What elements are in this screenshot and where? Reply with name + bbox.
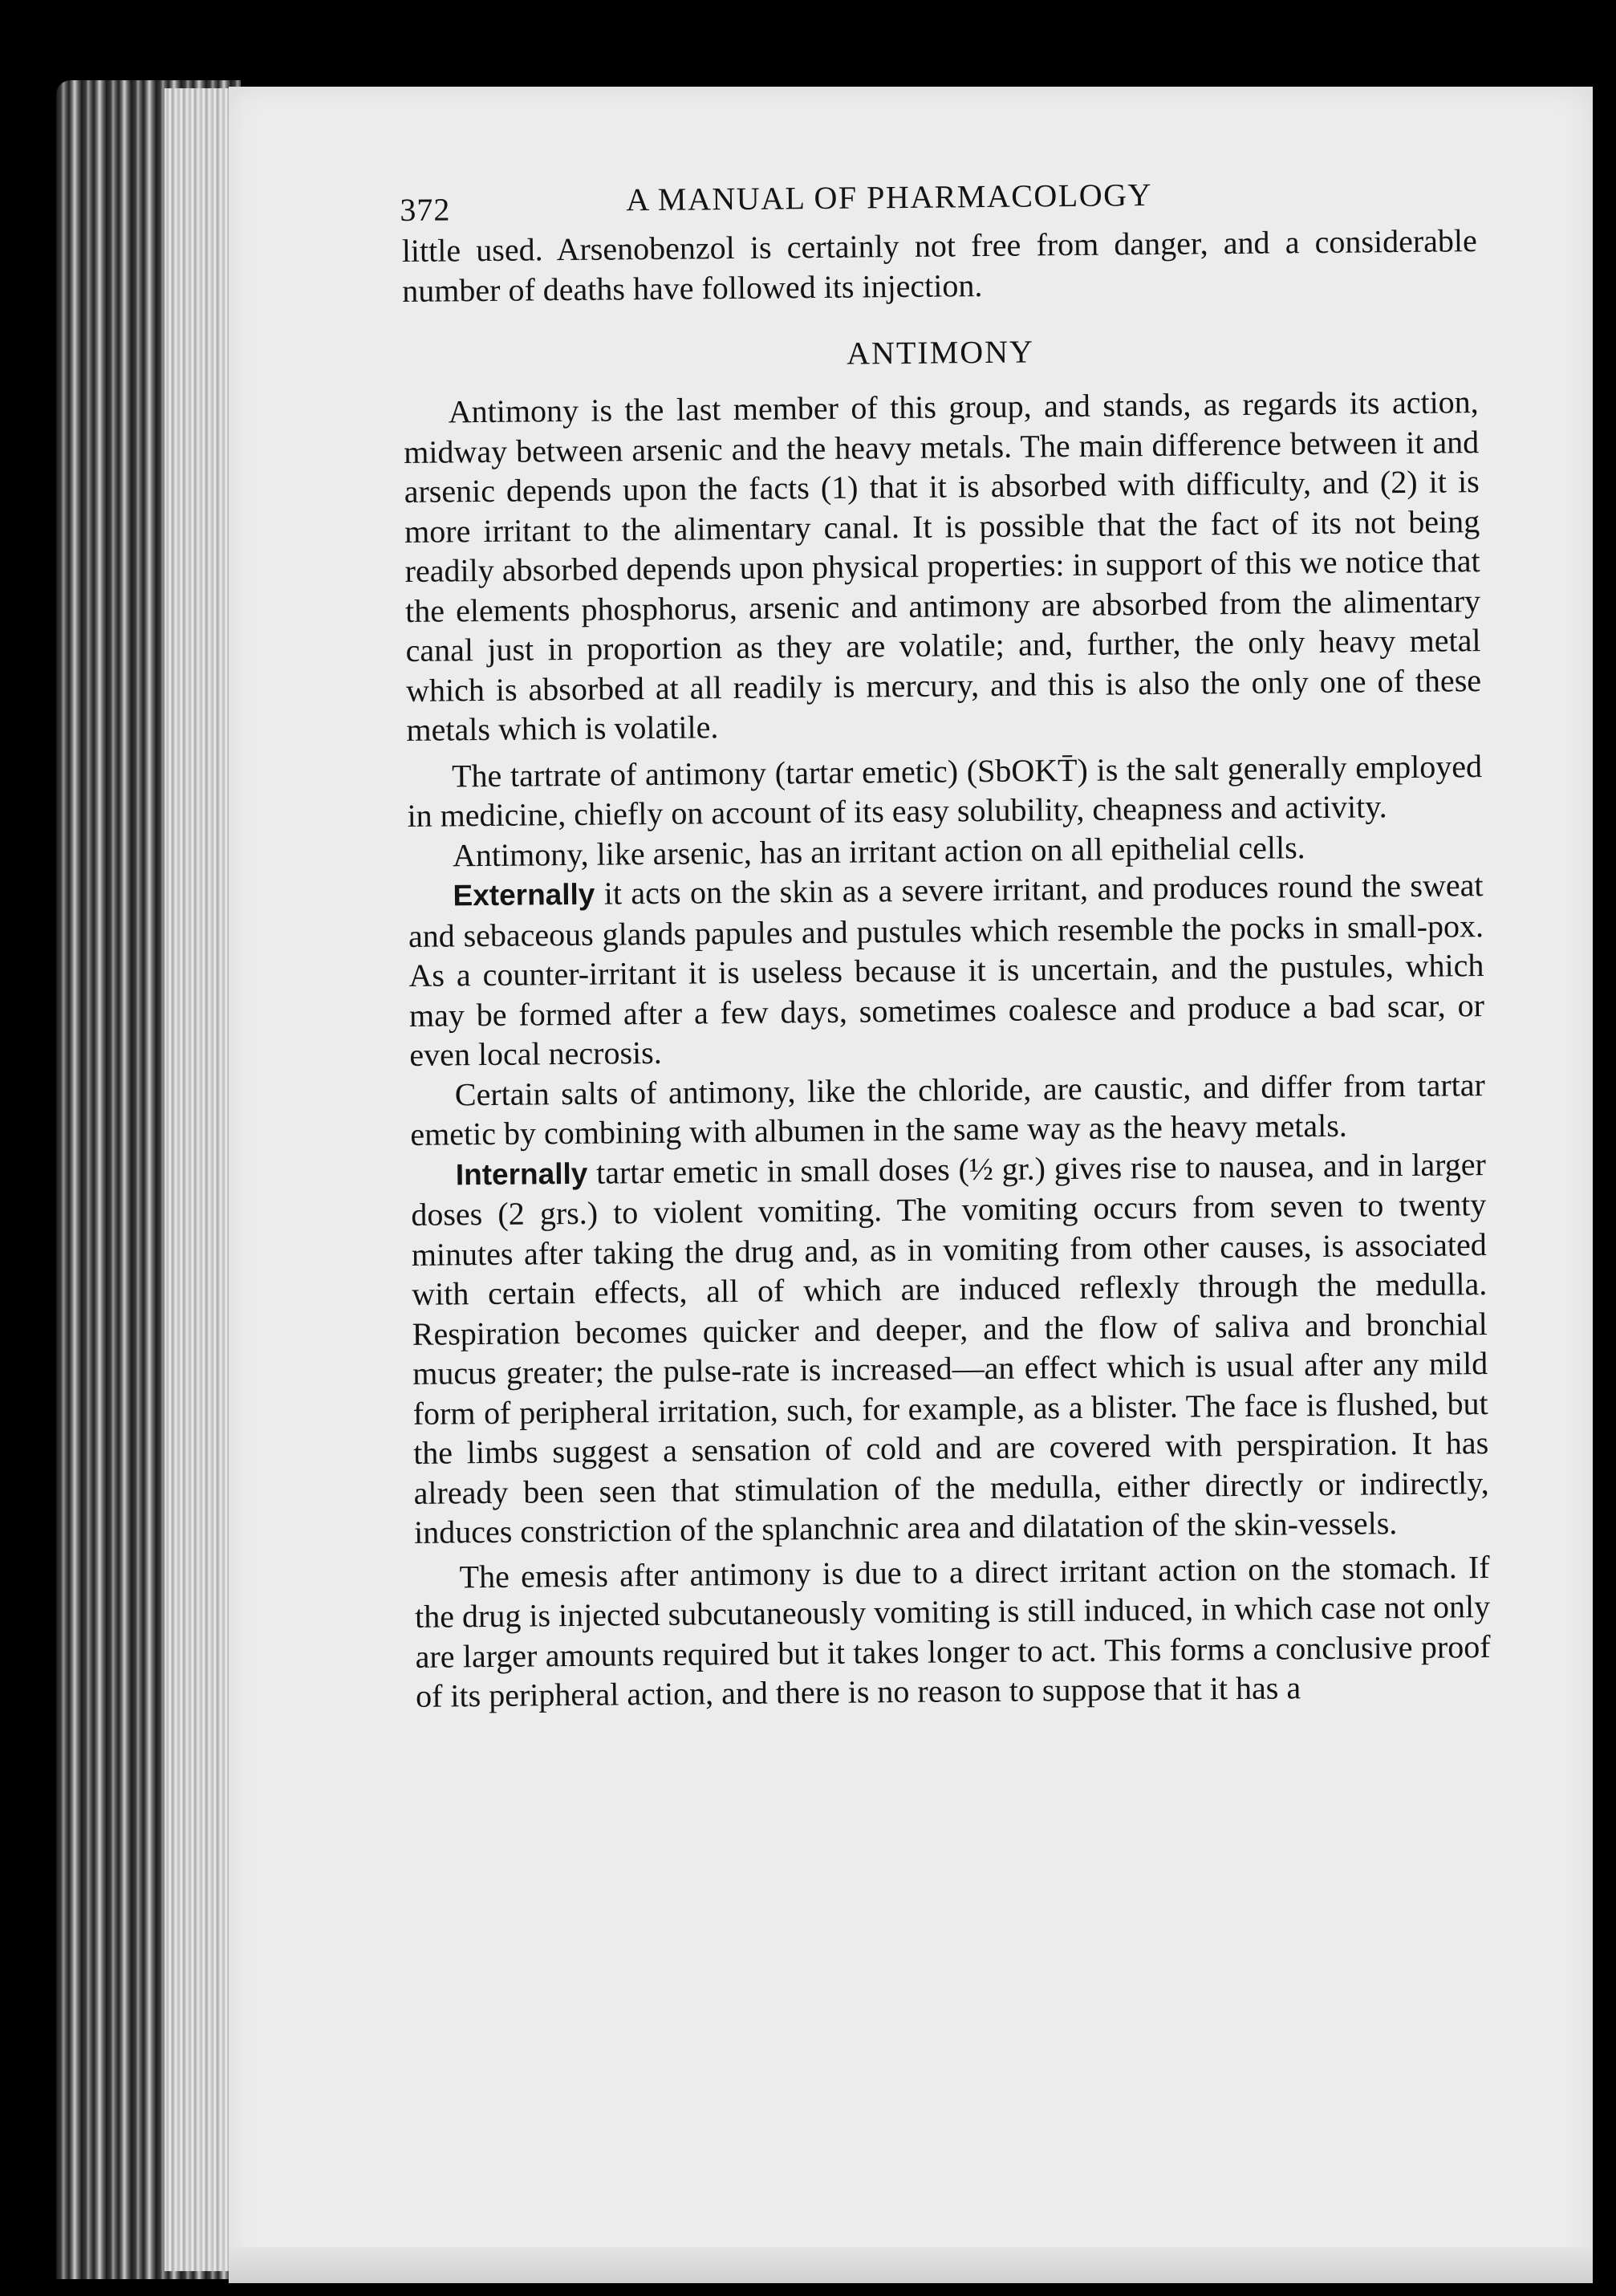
page-text-block <box>401 173 1491 1716</box>
paragraph-5: Certain salts of antimony, like the chloride, are caustic, and differ from tartar emetic by combining with albumen in the same way as the heavy metals. <box>410 1066 1486 1152</box>
paper-bottom-shadow <box>229 2247 1593 2283</box>
paragraph-3: Antimony, like arsenic, has an irritant action on all epithelial cells. <box>452 828 1305 873</box>
page-number: 372 <box>400 191 451 229</box>
internally-lead: Internally <box>455 1156 588 1191</box>
paragraph-6 <box>411 1144 1490 1553</box>
paragraph-4-body: it acts on the skin as a severe irritant, and produces round the sweat and sebaceous glands papules and pustules which resemble the pocks in small-pox. As a counter-irritant it is useless because it is uncertain, and the pustules, which may be formed after a few days, sometimes coalesce and produce a bad scar, or even local necrosis. <box>408 867 1485 1073</box>
paragraph-1: Antimony is the last member of this group, and stands, as regards its action, midway between arsenic and the heavy metals. The main difference between it and arsenic depends upon the facts (1) that it is absorbed with difficulty, and (2) it is more irritant to the alimentary canal. It is possible that the fact of its not being readily absorbed depends upon physical properties: in support of this we notice that the elements phosphorus, arsenic and antimony are absorbed from the alimentary canal just in proportion as they are volatile; and, further, the only heavy metal which is absorbed at all readily is mercury, and this is also the only one of these metals which is volatile. <box>403 384 1482 748</box>
running-title: A MANUAL OF PHARMACOLOGY <box>625 177 1153 218</box>
continuation-paragraph: little used. Arsenobenzol is certainly not free from danger, and a considerable number of deaths have followed its injection. <box>401 222 1477 309</box>
book-page-edges-light <box>164 88 237 2271</box>
section-heading: ANTIMONY <box>846 333 1035 372</box>
paragraph-4 <box>408 865 1484 1075</box>
paragraph-7: The emesis after antimony is due to a direct irritant action on the stomach. If the drug is injected subcutaneously vomiting is still induced, in which case not only are larger amounts required but it takes longer to act. This forms a conclusive proof of its peripheral action, and there is no reason to suppose that it has a <box>414 1548 1491 1714</box>
paragraph-6-body: tartar emetic in small doses (½ gr.) gives rise to nausea, and in larger doses (2 grs.) to violent vomiting. The vomiting occurs from seven to twenty minutes after taking the drug and, as in vomiting from other causes, is associated with certain effects, all of which are induced reflexly through the medulla. Respiration becomes quicker and deeper, and the flow of saliva and bronchial mucus greater; the pulse-rate is increased—an effect which is usual after any mild form of peripheral irritation, such, for example, as a blister. The face is flushed, but the limbs suggest a sensation of cold and are covered with perspiration. It has already been seen that stimulation of the medulla, either directly or indirectly, induces constriction of the splanchnic area and dilatation of the skin-vessels. <box>411 1145 1489 1550</box>
running-head <box>401 173 1477 231</box>
externally-lead: Externally <box>453 877 595 912</box>
paragraph-2: The tartrate of antimony (tartar emetic) (SbOKT̄) is the salt generally employed in medicine, chiefly on account of its easy solubility, cheapness and activity. <box>407 747 1483 834</box>
